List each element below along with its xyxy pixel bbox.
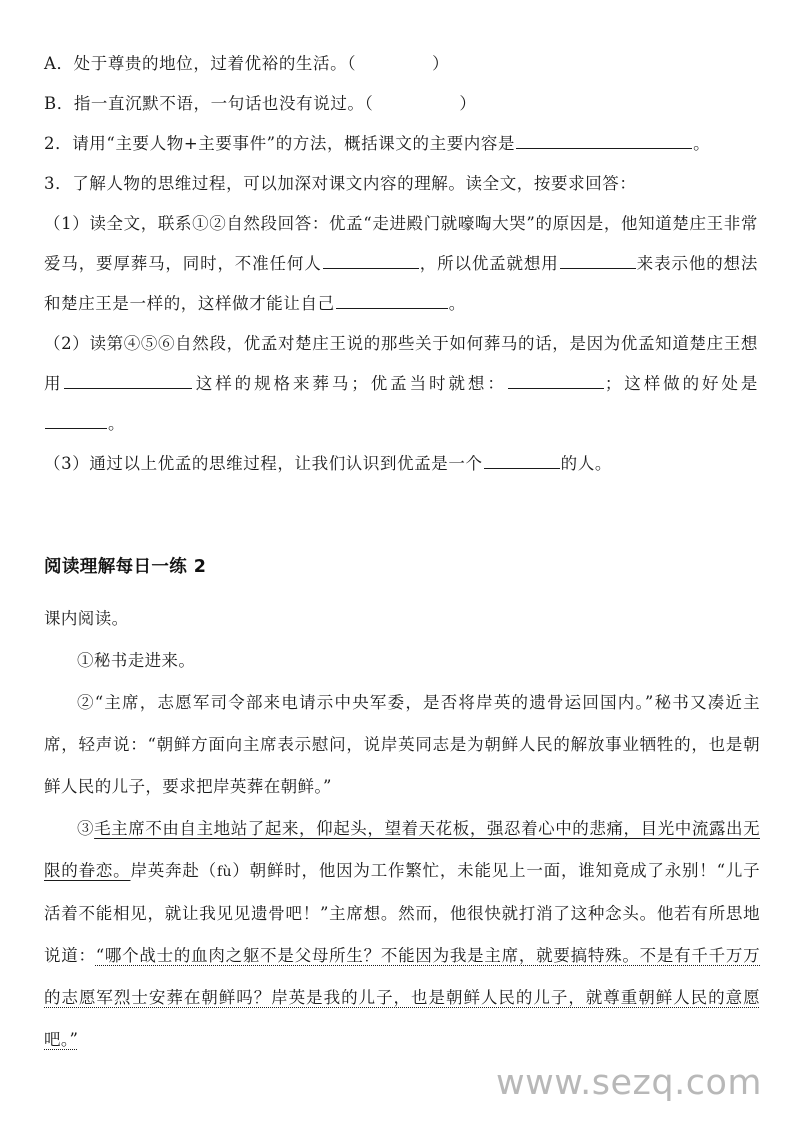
sub-3-blank-1[interactable]	[484, 453, 560, 469]
sub-2-blank-3[interactable]	[45, 413, 107, 429]
sub-2-segment-3: ；这样做的好处是	[604, 374, 758, 393]
option-a-text: 处于尊贵的地位，过着优裕的生活。（	[73, 54, 357, 73]
paragraph-3-middle-2: ）朝鲜时，他因为工作繁忙，未能见上一面，谁知竟成了永别！“儿子活着不能相见，就让我见见遗骨吧！”主席想。然而，他很快就打消了这种念头。他若有所思地说道：	[44, 861, 761, 965]
question-3-sub-2	[44, 324, 758, 444]
question-2-label: 2．	[44, 134, 73, 153]
paragraph-3-marker: ③	[77, 819, 95, 838]
sub-2-blank-1[interactable]	[64, 373, 192, 389]
question-2-period: 。	[693, 134, 711, 153]
option-b-text: 指一直沉默不语，一句话也没有说过。（	[73, 94, 374, 113]
question-2-text: 请用“主要人物+主要事件”的方法，概括课文的主要内容是	[72, 134, 516, 153]
question-2-blank[interactable]	[516, 133, 692, 149]
passage-paragraph-2: ②“主席，志愿军司令部来电请示中央军委，是否将岸英的遗骨运回国内。”秘书又凑近主席，轻声说：“朝鲜方面向主席表示慰问，说岸英同志是为朝鲜人民的解放事业牺牲的，也是朝鲜人民的儿子，要求把岸英葬在朝鲜。”	[44, 693, 760, 796]
pinyin-annotation: fù	[216, 864, 232, 880]
question-3-text: 了解人物的思维过程，可以加深对课文内容的理解。读全文，按要求回答：	[72, 174, 637, 193]
paragraph-3-dotted-underlined-quote: “哪个战士的血肉之躯不是父母所生？不能因为我是主席，就要搞特殊。不是有千千万万的志愿军烈士安葬在朝鲜吗？岸英是我的儿子，也是朝鲜人民的儿子，就尊重朝鲜人民的意愿吧。”	[44, 946, 760, 1049]
sub-3-label: （3）	[44, 454, 90, 473]
question-3-sub-1	[44, 204, 758, 324]
option-row-b	[44, 84, 758, 124]
sub-2-blank-2[interactable]	[508, 373, 604, 389]
sub-2-label: （2）	[44, 334, 90, 353]
worksheet-questions	[44, 44, 758, 484]
sub-1-blank-2[interactable]	[560, 253, 636, 269]
option-row-a	[44, 44, 758, 84]
passage-paragraph-3	[44, 808, 760, 1061]
option-a-label: A．	[44, 54, 74, 73]
question-3	[44, 164, 758, 204]
question-3-sub-3	[44, 444, 758, 484]
sub-2-segment-4: 。	[108, 414, 126, 433]
sub-3-segment-2: 的人。	[560, 454, 612, 473]
sub-1-segment-1: 读全文，联系①②自然段回答：优孟“走进殿门就嚎啕大哭”的原因是，他知道楚庄王非常爱马，要厚葬马，同时，不准任何人	[44, 214, 758, 273]
paragraph-3-solid-underlined-text: 毛主席不由自主地站了起来，仰起头，望着天花板，强忍着心中的悲痛，目光中流露出无限的眷恋。	[44, 819, 760, 880]
sub-1-segment-4: 。	[448, 294, 466, 313]
option-b-close-paren: ）	[459, 94, 477, 113]
option-a-close-paren: ）	[432, 54, 450, 73]
sub-2-segment-2: 这样的规格来葬马；优孟当时就想：	[193, 374, 507, 393]
sub-1-blank-1[interactable]	[323, 253, 419, 269]
option-b-label: B．	[44, 94, 74, 113]
sub-1-blank-3[interactable]	[336, 293, 448, 309]
question-2	[44, 124, 758, 164]
sub-1-segment-3: 来表示他的想法和楚庄王是一样的，这样做才能让自己	[44, 254, 758, 313]
passage-paragraph-1: ①秘书走进来。	[77, 651, 196, 670]
section-heading: 阅读理解每日一练 2	[44, 557, 207, 577]
question-3-label: 3．	[44, 174, 73, 193]
site-watermark: www.sezq.com	[495, 1063, 762, 1103]
sub-1-label: （1）	[44, 214, 90, 233]
sub-1-segment-2: ，所以优孟就想用	[419, 254, 559, 273]
passage-intro: 课内阅读。	[44, 609, 129, 628]
sub-3-segment-1: 通过以上优孟的思维过程，让我们认识到优孟是一个	[89, 454, 483, 473]
paragraph-3-middle-1: 岸英奔赴（	[130, 861, 217, 880]
sub-2-segment-1: 读第④⑤⑥自然段，优孟对楚庄王说的那些关于如何葬马的话，是因为优孟知道楚庄王想用	[44, 334, 758, 393]
reading-passage	[44, 598, 760, 1061]
